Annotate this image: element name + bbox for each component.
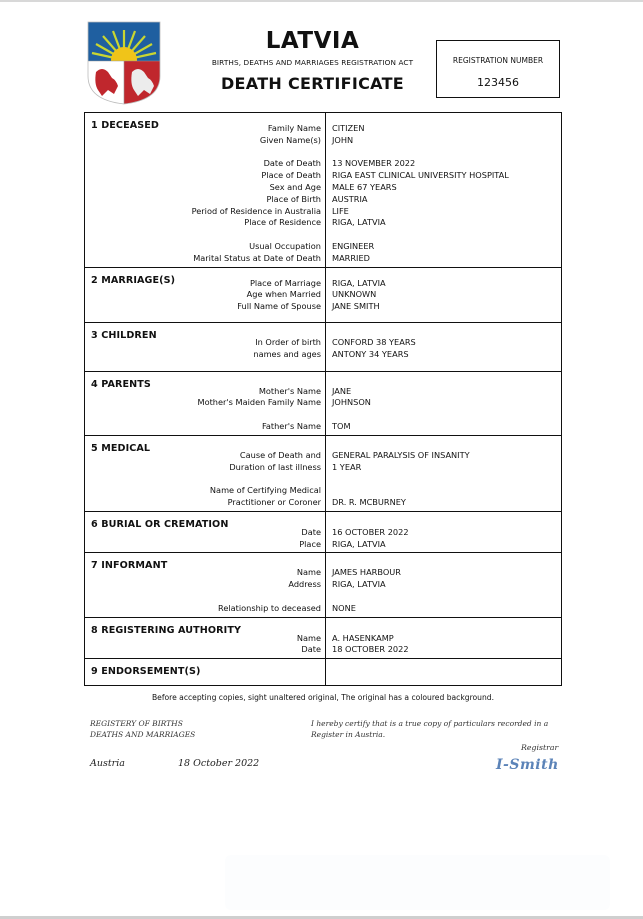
- field-label: Name of Certifying Medical: [209, 485, 321, 496]
- place-of-birth-value: AUSTRIA: [332, 193, 368, 204]
- field-label: Mother's Maiden Family Name: [197, 397, 321, 408]
- field-label: Place of Residence: [244, 217, 321, 228]
- field-label: Sex and Age: [269, 181, 321, 192]
- certify-statement: I hereby certify that is a true copy of particulars recorded in a Register in Austria.: [311, 719, 549, 739]
- section-title: 5 MEDICAL: [91, 442, 151, 454]
- field-label: Relationship to deceased: [218, 602, 321, 613]
- field-label: Place of Birth: [266, 193, 321, 204]
- issue-date: 18 October 2022: [178, 758, 260, 769]
- page-top-edge: [0, 0, 643, 2]
- field-label: Cause of Death and: [239, 449, 321, 460]
- section-medical: [85, 436, 561, 512]
- act-subtitle: BIRTHS, DEATHS AND MARRIAGES REGISTRATION ACT: [211, 58, 414, 67]
- section-title: 2 MARRIAGE(S): [91, 274, 176, 286]
- child-value: ANTONY 34 YEARS: [332, 348, 409, 359]
- given-names-value: JOHN: [332, 134, 354, 145]
- section-title: 4 PARENTS: [91, 378, 151, 390]
- cause-value: GENERAL PARALYSIS OF INSANITY: [332, 449, 470, 460]
- field-label: Age when Married: [246, 289, 321, 300]
- section-children: [85, 323, 561, 372]
- faint-watermark: [225, 855, 610, 910]
- section-marriages: [85, 268, 561, 323]
- certificate-table: [84, 112, 562, 686]
- field-label: Usual Occupation: [249, 240, 321, 251]
- section-title: 9 ENDORSEMENT(S): [91, 666, 201, 678]
- maiden-name-value: JOHNSON: [332, 397, 371, 408]
- original-notice: Before accepting copies, sight unaltered original, The original has a coloured background.: [151, 693, 495, 702]
- field-label: Practitioner or Coroner: [227, 496, 321, 507]
- mother-value: JANE: [332, 385, 352, 396]
- field-label: Address: [288, 579, 321, 590]
- section-title: 6 BURIAL OR CREMATION: [91, 518, 229, 530]
- sex-age-value: MALE 67 YEARS: [332, 181, 397, 192]
- field-label: Given Name(s): [259, 134, 321, 145]
- field-label: Duration of last illness: [229, 461, 321, 472]
- certificate-header: [190, 28, 435, 93]
- field-label: Name: [296, 632, 321, 643]
- registration-number-value: 123456: [477, 76, 519, 89]
- residence-period-value: LIFE: [332, 205, 349, 216]
- section-title: 7 INFORMANT: [91, 560, 168, 572]
- burial-date-value: 16 OCTOBER 2022: [332, 526, 409, 537]
- child-value: CONFORD 38 YEARS: [332, 336, 416, 347]
- registration-number-label: REGISTRATION NUMBER: [452, 56, 544, 65]
- field-label: Period of Residence in Australia: [191, 205, 321, 216]
- occupation-value: ENGINEER: [332, 240, 375, 251]
- section-title: 8 REGISTERING AUTHORITY: [91, 624, 242, 636]
- section-informant: [85, 553, 561, 617]
- field-label: Family Name: [267, 123, 321, 133]
- family-name-value: CITIZEN: [332, 123, 365, 133]
- registration-number-box: [436, 40, 560, 98]
- field-label: Father's Name: [261, 420, 321, 431]
- document-type-title: DEATH CERTIFICATE: [220, 74, 405, 93]
- section-registering-authority: [85, 618, 561, 660]
- field-label: In Order of birth: [255, 336, 321, 347]
- informant-address-value: RIGA, LATVIA: [332, 579, 386, 590]
- latvia-coat-of-arms-icon: [86, 20, 162, 106]
- country-title: LATVIA: [265, 28, 360, 54]
- section-burial: [85, 512, 561, 554]
- place-of-death-value: RIGA EAST CLINICAL UNIVERSITY HOSPITAL: [332, 170, 509, 181]
- marriage-age-value: UNKNOWN: [332, 289, 377, 300]
- authority-date-value: 18 OCTOBER 2022: [332, 644, 409, 655]
- section-endorsements: [85, 659, 561, 685]
- spouse-value: JANE SMITH: [332, 301, 380, 312]
- field-label: Place of Marriage: [249, 277, 321, 288]
- field-label: Place of Death: [261, 170, 321, 181]
- marriage-place-value: RIGA, LATVIA: [332, 277, 386, 288]
- registry-line: DEATHS AND MARRIAGES: [90, 729, 196, 739]
- registrar-signature: I-Smith: [496, 757, 559, 773]
- authority-name-value: A. HASENKAMP: [332, 632, 394, 643]
- section-parents: [85, 372, 561, 436]
- certifier-value: DR. R. MCBURNEY: [332, 496, 406, 507]
- relationship-value: NONE: [332, 602, 356, 613]
- section-title: 1 DECEASED: [91, 120, 159, 131]
- burial-place-value: RIGA, LATVIA: [332, 538, 386, 549]
- registrar-label: Registrar: [521, 743, 559, 752]
- issue-place: Austria: [90, 758, 125, 769]
- duration-value: 1 YEAR: [332, 461, 362, 472]
- date-of-death-value: 13 NOVEMBER 2022: [332, 158, 416, 169]
- marital-status-value: MARRIED: [332, 252, 370, 263]
- field-label: Marital Status at Date of Death: [193, 252, 321, 263]
- registry-name: [90, 719, 195, 740]
- place-of-residence-value: RIGA, LATVIA: [332, 217, 386, 228]
- registry-line: REGISTERY OF BIRTHS: [90, 719, 183, 728]
- field-label: Date of Death: [263, 158, 321, 169]
- field-label: Full Name of Spouse: [237, 301, 321, 312]
- informant-name-value: JAMES HARBOUR: [332, 567, 401, 578]
- section-deceased: [85, 113, 561, 268]
- field-label: Place: [299, 538, 321, 549]
- field-label: Name: [296, 567, 321, 578]
- father-value: TOM: [332, 420, 351, 431]
- section-title: 3 CHILDREN: [91, 329, 157, 341]
- field-label: names and ages: [253, 348, 321, 359]
- field-label: Date: [301, 526, 321, 537]
- field-label: Mother's Name: [258, 385, 321, 396]
- field-label: Date: [301, 644, 321, 655]
